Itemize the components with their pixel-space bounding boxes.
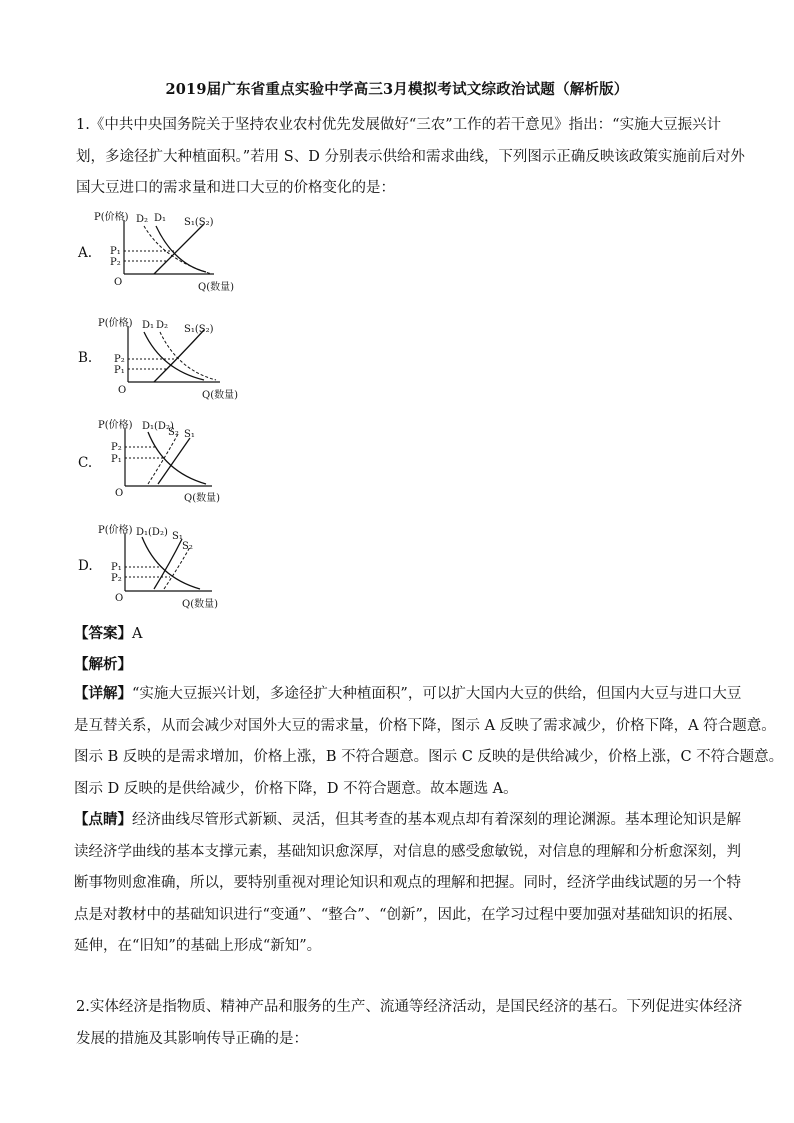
origin-label: O	[115, 488, 124, 499]
supply-curve-s1	[154, 330, 204, 382]
y-axis-label: P(价格)	[98, 420, 133, 431]
comment-line	[74, 804, 741, 837]
option-c-letter: C.	[78, 455, 93, 471]
curve-label: D₂	[136, 214, 149, 225]
option-a-letter: A.	[78, 245, 93, 261]
question-1-line: 国大豆进口的需求量和进口大豆的价格变化的是：	[76, 180, 395, 196]
price-label: P₂	[111, 442, 122, 453]
comment-line: 延伸，在“旧知”的基础上形成“新知”。	[74, 938, 322, 954]
curve-label: S₁	[172, 531, 183, 542]
comment-line: 读经济学曲线的基本支撑元素，基础知识愈深厚，对信息的感受愈敏锐，对信息的理解和分析愈深刻，判	[74, 843, 741, 860]
price-label: P₁	[111, 562, 122, 573]
price-label: P₁	[111, 454, 122, 465]
curve-label: D₁	[154, 213, 167, 224]
question-2-line: 发展的措施及其影响传导正确的是：	[76, 1030, 308, 1047]
detail-paragraph	[74, 678, 784, 805]
option-b-graph	[98, 312, 258, 406]
curve-label: S₁(S₂)	[184, 217, 214, 228]
y-axis-label: P(价格)	[94, 212, 129, 223]
answer-line	[74, 622, 142, 643]
detail-text: “实施大豆振兴计划，多途径扩大种植面积”，可以扩大国内大豆的供给，但国内大豆与进口大豆	[132, 686, 742, 702]
origin-label: O	[114, 277, 123, 288]
price-label: P₂	[114, 354, 125, 365]
comment-text: 经济曲线尽管形式新颖、灵活，但其考查的基本观点却有着深刻的理论渊源。基本理论知识是解	[132, 812, 741, 828]
detail-line	[74, 678, 742, 711]
option-d-letter: D.	[78, 558, 93, 574]
origin-label: O	[118, 385, 127, 396]
question-1-line: 1.《中共中央国务院关于坚持农业农村优先发展做好“三农”工作的若干意见》指出：“实施大豆振兴计	[76, 117, 722, 133]
option-b-letter: B.	[78, 350, 93, 366]
curve-label: S₂	[182, 541, 193, 552]
curve-label: D₁	[142, 320, 155, 331]
price-label: P₁	[114, 365, 125, 376]
x-axis-label: Q(数量)	[198, 282, 235, 293]
comment-paragraph	[74, 804, 742, 963]
comment-line: 断事物则愈准确，所以，要特别重视对理论知识和观点的理解和把握。同时，经济学曲线试题的另一个特	[74, 875, 741, 891]
x-axis-label: Q(数量)	[202, 390, 239, 401]
comment-line: 点是对教材中的基础知识进行“变通”、“整合”、“创新”，因此，在学习过程中要加强对基础知识的拓展、	[74, 906, 742, 923]
price-label: P₂	[110, 257, 121, 268]
question-1-stem	[76, 110, 745, 205]
supply-curve-s2	[164, 547, 190, 589]
detail-line: 图示 B 反映的是需求增加，价格上涨，B 不符合题意。图示 C 反映的是供给减少，价格上涨，C 不符合题意。	[74, 749, 784, 765]
curve-label: D₂	[156, 320, 169, 331]
y-axis-label: P(价格)	[98, 525, 133, 536]
origin-label: O	[115, 593, 124, 604]
y-axis-label: P(价格)	[98, 318, 133, 329]
question-1-line: 划，多途径扩大种植面积。”若用 S、D 分别表示供给和需求曲线，下列图示正确反映该政策实施前后对外	[76, 148, 745, 165]
x-axis-label: Q(数量)	[184, 493, 221, 504]
demand-curve-d2	[160, 332, 216, 380]
detail-tag: 【详解】	[74, 685, 132, 702]
curve-label: S₁(S₂)	[184, 324, 214, 335]
supply-curve-s1	[154, 224, 204, 274]
price-label: P₂	[111, 573, 122, 584]
analysis-line	[74, 653, 132, 674]
demand-curve-d1	[148, 432, 206, 484]
option-c-graph	[98, 414, 258, 508]
answer-tag: 【答案】	[74, 625, 132, 642]
curve-label: S₂	[168, 427, 179, 438]
curve-label: D₁(D₂)	[136, 527, 168, 538]
analysis-tag: 【解析】	[74, 656, 132, 673]
option-a-graph	[94, 208, 254, 302]
detail-line: 图示 D 反映的是供给减少，价格下降，D 不符合题意。故本题选 A。	[74, 780, 518, 797]
curve-label: D₁(D₂)	[142, 421, 174, 432]
price-label: P₁	[110, 246, 121, 257]
option-d-graph	[98, 519, 258, 613]
question-2-stem	[76, 992, 743, 1055]
x-axis-label: Q(数量)	[182, 599, 219, 610]
question-2-line: 2.实体经济是指物质、精神产品和服务的生产、流通等经济活动，是国民经济的基石。下列促进实体经济	[76, 999, 743, 1015]
curve-label: S₁	[184, 429, 195, 440]
comment-tag: 【点睛】	[74, 811, 132, 828]
page-title: 2019届广东省重点实验中学高三3月模拟考试文综政治试题（解析版）	[165, 81, 629, 98]
detail-line: 是互替关系，从而会减少对国外大豆的需求量，价格下降，图示 A 反映了需求减少，价格下降，A 符合题意。	[74, 717, 776, 734]
answer-value: A	[132, 626, 143, 642]
